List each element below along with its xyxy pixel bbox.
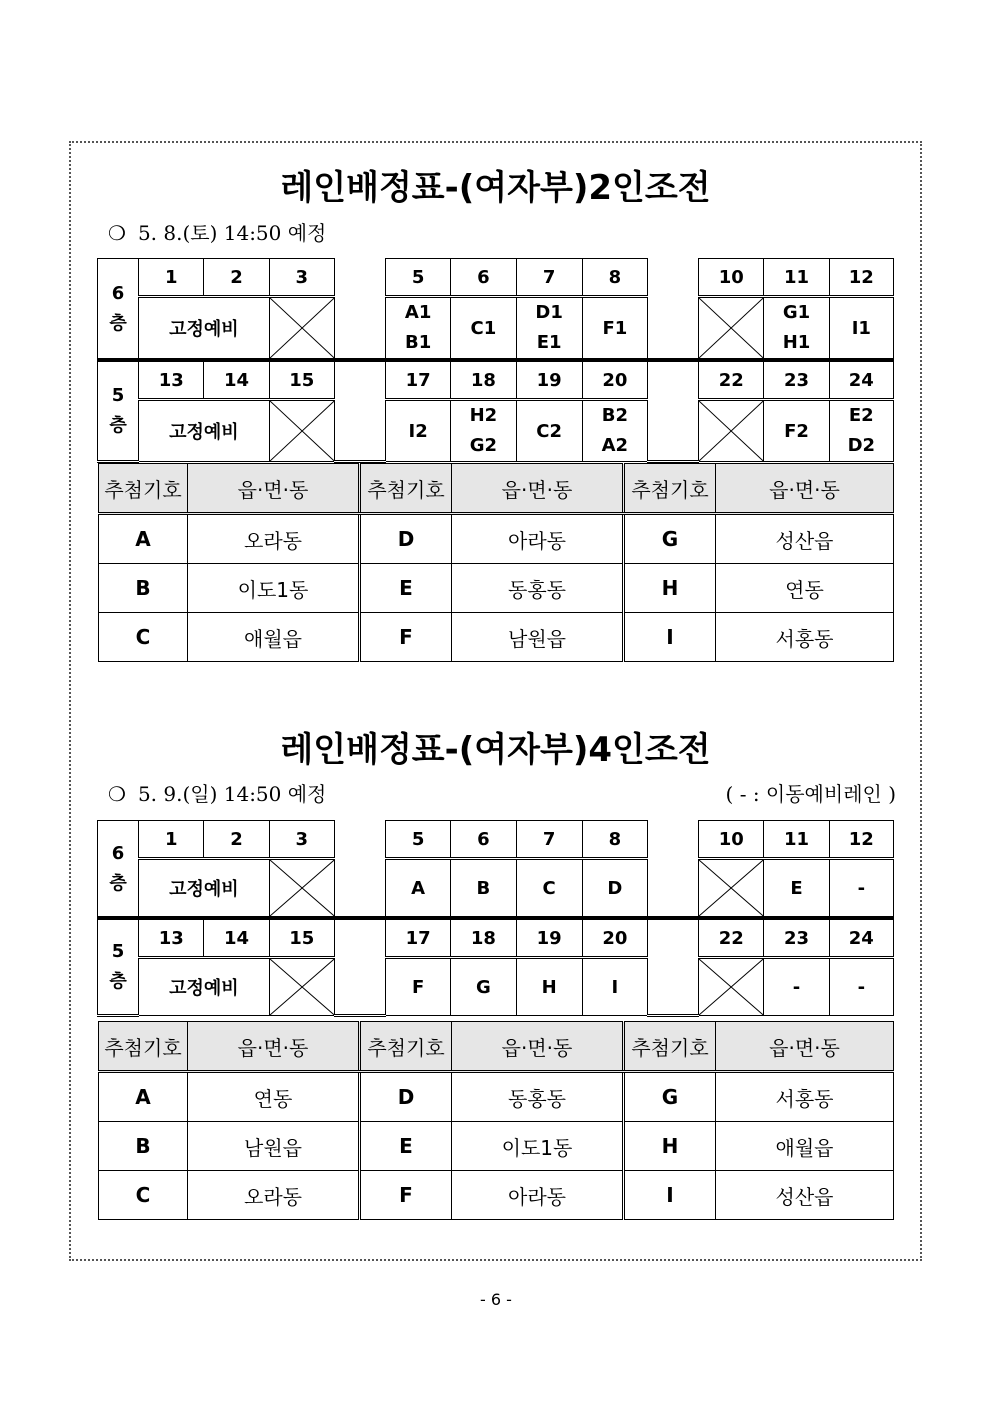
fixed-reserve-cell: 고정예비 <box>139 297 269 361</box>
draw-code-cell: I <box>624 613 716 662</box>
team-code: G <box>475 976 491 998</box>
lane-number: 8 <box>582 821 647 859</box>
draw-code-cell: B <box>99 1122 188 1171</box>
team-code: C <box>542 877 556 899</box>
aisle-gap <box>647 259 698 361</box>
district-table <box>98 1021 894 1220</box>
lane-number-row <box>98 821 894 859</box>
lane-number: 17 <box>386 360 451 400</box>
floor-label <box>98 360 139 462</box>
lane-number-row <box>98 360 894 400</box>
district-header: 읍·면·동 <box>452 464 624 514</box>
lane-number: 11 <box>764 259 829 297</box>
lane-number: 23 <box>764 918 829 958</box>
legend-note: ( - : 이동예비레인 ) <box>725 782 896 806</box>
lane-number: 20 <box>582 918 647 958</box>
lane-team-cell <box>451 958 516 1016</box>
district-header-row <box>99 1022 894 1072</box>
schedule-line <box>108 778 326 807</box>
lane-team-cell <box>582 859 647 919</box>
lane-number: 5 <box>386 821 451 859</box>
lane-number: 15 <box>269 918 334 958</box>
district-name-cell: 남원읍 <box>188 1122 360 1171</box>
team-code: I1 <box>851 317 871 339</box>
lane-number: 19 <box>516 918 582 958</box>
lane-team-cell <box>764 400 829 462</box>
draw-code-cell: C <box>99 613 188 662</box>
team-code: I <box>611 976 619 998</box>
lane-team-cell <box>582 400 647 462</box>
lane-number: 23 <box>764 360 829 400</box>
team-code: A1 <box>404 302 432 323</box>
lane-number: 12 <box>829 259 893 297</box>
district-name-cell: 성산읍 <box>716 1171 894 1220</box>
lane-team-cell <box>386 958 451 1016</box>
draw-code-cell: A <box>99 514 188 564</box>
draw-code-cell: I <box>624 1171 716 1220</box>
floor-char: 층 <box>109 971 127 992</box>
empty-lane-cell <box>699 958 764 1016</box>
lane-number: 20 <box>582 360 647 400</box>
district-row <box>99 613 894 662</box>
aisle-gap <box>647 918 698 1016</box>
district-row <box>99 514 894 564</box>
lane-number: 22 <box>699 918 764 958</box>
draw-code-cell: E <box>360 564 452 613</box>
schedule-text: 5. 8.(토) 14:50 예정 <box>137 221 327 245</box>
district-name-cell: 애월읍 <box>188 613 360 662</box>
team-code: F2 <box>784 420 809 442</box>
empty-lane-cross-icon <box>699 401 763 461</box>
district-name-cell: 동홍동 <box>452 564 624 613</box>
district-row <box>99 1122 894 1171</box>
empty-lane-cell <box>699 859 764 919</box>
lane-number: 1 <box>139 821 204 859</box>
draw-code-cell: B <box>99 564 188 613</box>
schedule-line <box>108 217 326 246</box>
lane-number: 15 <box>269 360 334 400</box>
district-name-cell: 오라동 <box>188 1171 360 1220</box>
circle-bullet-icon: ❍ <box>108 221 126 245</box>
lane-number: 2 <box>204 259 269 297</box>
lane-team-cell <box>386 400 451 462</box>
empty-lane-cross-icon <box>699 959 763 1015</box>
lane-number: 12 <box>829 821 893 859</box>
draw-code-cell: D <box>360 1072 452 1122</box>
lane-number: 10 <box>699 259 764 297</box>
lane-number: 19 <box>516 360 582 400</box>
lane-team-cell <box>451 400 516 462</box>
district-row <box>99 1072 894 1122</box>
team-code: H1 <box>782 332 811 353</box>
lane-number: 24 <box>829 360 893 400</box>
draw-code-header: 추첨기호 <box>360 1022 452 1072</box>
lane-assignment-row <box>98 958 894 1016</box>
team-code: A <box>411 877 426 899</box>
draw-code-cell: D <box>360 514 452 564</box>
lane-team-cell <box>451 859 516 919</box>
team-code: H2 <box>469 405 498 426</box>
draw-code-cell: E <box>360 1122 452 1171</box>
lane-team-cell <box>386 859 451 919</box>
lane-number: 11 <box>764 821 829 859</box>
draw-code-cell: A <box>99 1072 188 1122</box>
draw-code-cell: H <box>624 564 716 613</box>
schedule-text: 5. 9.(일) 14:50 예정 <box>137 782 327 806</box>
team-code: C2 <box>536 420 562 442</box>
empty-lane-cross-icon <box>270 959 334 1015</box>
lane-number: 2 <box>204 821 269 859</box>
district-name-cell: 아라동 <box>452 1171 624 1220</box>
draw-code-cell: G <box>624 514 716 564</box>
team-code: B <box>476 877 491 899</box>
lane-number: 7 <box>516 821 582 859</box>
draw-code-header: 추첨기호 <box>624 464 716 514</box>
draw-code-cell: G <box>624 1072 716 1122</box>
district-name-cell: 아라동 <box>452 514 624 564</box>
page-number: - 6 - <box>480 1290 512 1309</box>
district-name-cell: 동홍동 <box>452 1072 624 1122</box>
district-name-cell: 이도1동 <box>188 564 360 613</box>
draw-code-header: 추첨기호 <box>360 464 452 514</box>
lane-number: 18 <box>451 918 516 958</box>
team-code: A2 <box>601 435 629 456</box>
district-header: 읍·면·동 <box>716 464 894 514</box>
team-code: E1 <box>536 332 562 353</box>
empty-lane-cross-icon <box>699 298 763 358</box>
district-table <box>98 463 894 662</box>
circle-bullet-icon: ❍ <box>108 782 126 806</box>
lane-team-cell <box>829 859 893 919</box>
lane-team-cell <box>386 297 451 361</box>
lane-number: 24 <box>829 918 893 958</box>
team-code: B2 <box>601 405 628 426</box>
aisle-gap <box>334 360 385 462</box>
empty-lane-cell <box>269 859 334 919</box>
team-code: - <box>857 976 866 998</box>
district-name-cell: 성산읍 <box>716 514 894 564</box>
lane-team-cell <box>582 297 647 361</box>
lane-team-cell <box>582 958 647 1016</box>
lane-assignment-row <box>98 859 894 919</box>
lane-number: 3 <box>269 259 334 297</box>
lane-number: 14 <box>204 360 269 400</box>
lane-number: 13 <box>139 918 204 958</box>
district-header: 읍·면·동 <box>452 1022 624 1072</box>
lane-team-cell <box>829 400 893 462</box>
floor-char: 층 <box>109 872 127 894</box>
team-code: D2 <box>847 435 876 456</box>
lane-number: 7 <box>516 259 582 297</box>
district-header: 읍·면·동 <box>716 1022 894 1072</box>
lane-number: 6 <box>451 259 516 297</box>
fixed-reserve-cell: 고정예비 <box>139 400 269 462</box>
lane-number: 17 <box>386 918 451 958</box>
team-code: - <box>857 877 866 899</box>
lane-team-cell <box>451 297 516 361</box>
team-code: D1 <box>535 302 563 323</box>
floor-number: 6 <box>111 282 125 304</box>
lane-number: 8 <box>582 259 647 297</box>
floor-number: 5 <box>111 385 125 406</box>
lane-assignment-row <box>98 297 894 361</box>
draw-code-header: 추첨기호 <box>624 1022 716 1072</box>
floor-number: 6 <box>111 842 125 864</box>
empty-lane-cell <box>269 958 334 1016</box>
lane-team-cell <box>516 297 582 361</box>
lane-number: 13 <box>139 360 204 400</box>
team-code: D <box>607 877 623 899</box>
district-name-cell: 서홍동 <box>716 613 894 662</box>
aisle-gap <box>647 360 698 462</box>
lane-number: 22 <box>699 360 764 400</box>
team-code: E2 <box>848 405 874 426</box>
lane-team-cell <box>764 859 829 919</box>
draw-code-cell: H <box>624 1122 716 1171</box>
team-code: F1 <box>602 317 628 339</box>
team-code: G2 <box>469 435 498 456</box>
district-name-cell: 연동 <box>716 564 894 613</box>
empty-lane-cell <box>699 297 764 361</box>
empty-lane-cell <box>269 400 334 462</box>
lane-team-cell <box>764 297 829 361</box>
team-code: F <box>412 976 425 998</box>
aisle-gap <box>334 259 385 361</box>
section-title: 레인배정표-(여자부)4인조전 <box>280 730 711 770</box>
aisle-gap <box>334 918 385 1016</box>
team-code: E <box>790 877 803 899</box>
draw-code-cell: C <box>99 1171 188 1220</box>
lane-number-row <box>98 259 894 297</box>
lane-team-cell <box>516 859 582 919</box>
lane-assignment-row <box>98 400 894 462</box>
district-name-cell: 연동 <box>188 1072 360 1122</box>
team-code: I2 <box>408 420 428 442</box>
section-title: 레인배정표-(여자부)2인조전 <box>280 168 711 208</box>
district-row <box>99 1171 894 1220</box>
lane-number-row <box>98 918 894 958</box>
district-name-cell: 애월읍 <box>716 1122 894 1171</box>
fixed-reserve-cell: 고정예비 <box>139 859 269 919</box>
draw-code-cell: F <box>360 613 452 662</box>
empty-lane-cross-icon <box>270 860 334 916</box>
lane-team-cell <box>764 958 829 1016</box>
district-header-row <box>99 464 894 514</box>
team-code: G1 <box>782 302 811 323</box>
lane-team-cell <box>829 958 893 1016</box>
lane-number: 6 <box>451 821 516 859</box>
district-name-cell: 오라동 <box>188 514 360 564</box>
floor-char: 층 <box>109 312 127 334</box>
district-header: 읍·면·동 <box>188 464 360 514</box>
floor-number: 5 <box>111 941 125 962</box>
district-name-cell: 서홍동 <box>716 1072 894 1122</box>
district-row <box>99 564 894 613</box>
aisle-gap <box>647 821 698 919</box>
lane-number: 1 <box>139 259 204 297</box>
draw-code-header: 추첨기호 <box>99 1022 188 1072</box>
draw-code-header: 추첨기호 <box>99 464 188 514</box>
lane-table <box>97 820 894 1017</box>
district-name-cell: 남원읍 <box>452 613 624 662</box>
empty-lane-cross-icon <box>270 401 334 461</box>
lane-team-cell <box>516 400 582 462</box>
floor-label <box>98 259 139 361</box>
team-code: B1 <box>405 332 432 353</box>
floor-label <box>98 821 139 919</box>
lane-number: 18 <box>451 360 516 400</box>
lane-number: 10 <box>699 821 764 859</box>
lane-number: 14 <box>204 918 269 958</box>
lane-number: 5 <box>386 259 451 297</box>
lane-table <box>97 258 894 463</box>
team-code: H <box>541 976 557 998</box>
aisle-gap <box>334 821 385 919</box>
empty-lane-cross-icon <box>270 298 334 358</box>
team-code: C1 <box>470 317 497 339</box>
floor-char: 층 <box>109 415 127 436</box>
lane-team-cell <box>829 297 893 361</box>
empty-lane-cell <box>699 400 764 462</box>
floor-label <box>98 918 139 1016</box>
empty-lane-cross-icon <box>699 860 763 916</box>
empty-lane-cell <box>269 297 334 361</box>
fixed-reserve-cell: 고정예비 <box>139 958 269 1016</box>
draw-code-cell: F <box>360 1171 452 1220</box>
lane-number: 3 <box>269 821 334 859</box>
district-name-cell: 이도1동 <box>452 1122 624 1171</box>
district-header: 읍·면·동 <box>188 1022 360 1072</box>
lane-team-cell <box>516 958 582 1016</box>
team-code: - <box>792 976 801 998</box>
